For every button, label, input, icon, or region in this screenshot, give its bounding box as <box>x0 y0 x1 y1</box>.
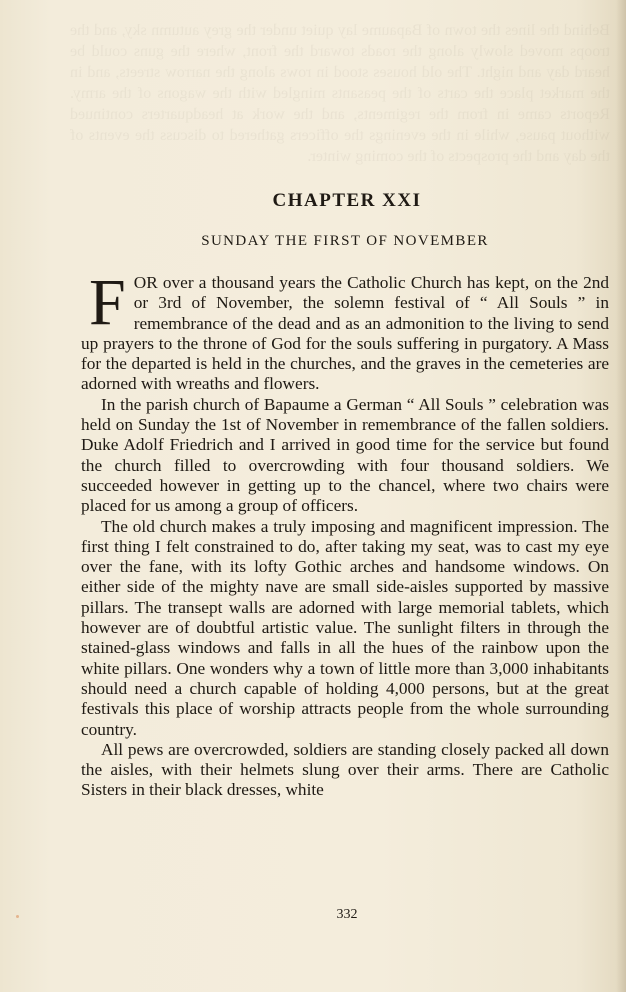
paragraph-2: In the parish church of Bapaume a German “ All Souls ” celebration was held on Sunday the 1st of November in remembrance of the fallen soldiers. Duke Adolf Friedrich and I arrived in good time for the service but found the church filled to overcrowding with four thousand soldiers. We succeeded however in getting up to the chancel, where two chairs were placed for us among a group of officers. <box>81 394 609 516</box>
paragraph-3: The old church makes a truly imposing and magnificent impression. The first thing I felt constrained to do, after taking my seat, was to cast my eye over the fane, with its lofty Gothic arches and handsome windows. On either side of the mighty nave are small side-aisles supported by massive pillars. The transept walls are adorned with large memorial tablets, which however are of doubtful artistic value. The sunlight filters in through the stained-glass windows and falls in all the hues of the rainbow upon the white pillars. One wonders why a town of little more than 3,000 inhabitants should need a church capable of holding 4,000 persons, but at the great festivals this place of worship attracts people from the whole surrounding country. <box>81 516 609 739</box>
drop-cap: F <box>89 266 126 339</box>
paragraph-1-text: OR over a thousand years the Catholic Church has kept, on the 2nd or 3rd of November, the solemn festival of “ All Souls ” in remembrance of the dead and as an admonition to the living to send up prayers to the throne of God for the souls suffering in purgatory. A Mass for the departed is held in the churches, and the graves in the cemeteries are adorned with wreaths and flowers. <box>81 273 609 394</box>
bleed-through-text: Behind the lines the town of Bapaume lay quiet under the grey autumn sky, and the troops moved slowly along the roads toward the front, where the guns could be heard day and night. The old houses stood in rows along the narrow streets, and in the market place the carts of the peasants mingled with the wagons of the army. Reports came in from the regiments, and the work at headquarters continued without pause, while in the evenings the officers gathered to discuss the events of the day and the prospects of the coming winter. <box>70 22 610 165</box>
paragraph-1 <box>81 266 609 395</box>
body-text <box>81 266 609 801</box>
page-edge-shadow <box>616 0 626 992</box>
paragraph-4: All pews are overcrowded, soldiers are standing closely packed all down the aisles, with their helmets slung over their arms. There are Catholic Sisters in their black dresses, white <box>81 739 609 800</box>
page-number: 332 <box>336 907 358 922</box>
paper-stain <box>16 915 19 918</box>
chapter-title: SUNDAY THE FIRST OF NOVEMBER <box>201 233 489 249</box>
chapter-heading: CHAPTER XXI <box>272 190 422 211</box>
